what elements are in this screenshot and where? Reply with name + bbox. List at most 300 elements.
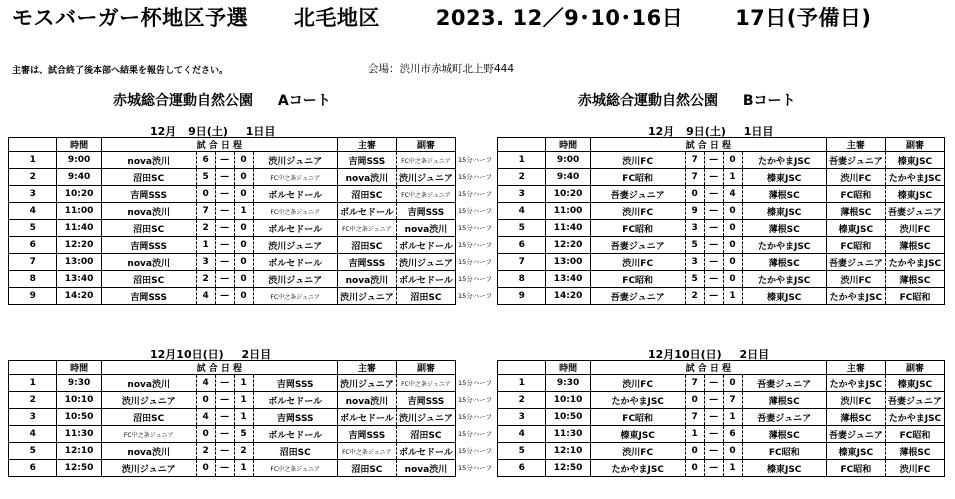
away-score: 1 bbox=[234, 375, 253, 392]
referee: FC昭和 bbox=[826, 237, 885, 254]
away-team: 榛東JSC bbox=[742, 288, 826, 305]
match-time: 9:40 bbox=[57, 169, 101, 186]
home-score: 5 bbox=[685, 237, 704, 254]
match-time: 10:10 bbox=[546, 392, 590, 409]
away-score: 6 bbox=[723, 426, 742, 443]
away-score: 0 bbox=[234, 220, 253, 237]
referee: nova渋川 bbox=[337, 169, 396, 186]
match-number: 6 bbox=[9, 237, 57, 254]
away-team: 榛東JSC bbox=[742, 203, 826, 220]
table-header-row bbox=[498, 138, 945, 152]
score-dash: — bbox=[215, 375, 234, 392]
court-b-label: Bコート bbox=[742, 93, 796, 109]
day-label: 2日目 bbox=[241, 348, 272, 361]
score-dash: — bbox=[704, 426, 723, 443]
table-row bbox=[498, 152, 945, 169]
half-length-label: 15分ハーフ bbox=[458, 379, 492, 387]
home-score: 3 bbox=[685, 254, 704, 271]
referee: 渋川FC bbox=[826, 392, 885, 409]
table-row bbox=[498, 392, 945, 409]
match-time: 12:10 bbox=[57, 443, 101, 460]
match-number: 1 bbox=[9, 152, 57, 169]
home-team: たかやまJSC bbox=[590, 392, 685, 409]
match-number: 5 bbox=[498, 220, 546, 237]
assistant-referee: 渋川FC bbox=[885, 460, 944, 477]
score-dash: — bbox=[215, 220, 234, 237]
header-assistant: 副審 bbox=[396, 361, 455, 375]
table-row bbox=[9, 220, 456, 237]
match-time: 11:40 bbox=[57, 220, 101, 237]
assistant-referee: 吉岡SSS bbox=[396, 203, 455, 220]
match-number: 8 bbox=[9, 271, 57, 288]
header-assistant: 副審 bbox=[396, 138, 455, 152]
header-no bbox=[498, 138, 546, 152]
match-number: 1 bbox=[498, 152, 546, 169]
referee: たかやまJSC bbox=[826, 375, 885, 392]
table-header-row bbox=[498, 361, 945, 375]
score-dash: — bbox=[704, 409, 723, 426]
half-length-label: 15分ハーフ bbox=[458, 224, 492, 232]
away-score: 1 bbox=[234, 203, 253, 220]
match-time: 14:20 bbox=[57, 288, 101, 305]
assistant-referee: 薄根SC bbox=[885, 271, 944, 288]
match-time: 12:50 bbox=[546, 460, 590, 477]
away-score: 2 bbox=[234, 443, 253, 460]
home-team: 吾妻ジュニア bbox=[590, 237, 685, 254]
match-time: 12:50 bbox=[57, 460, 101, 477]
home-team: 吉岡SSS bbox=[101, 288, 196, 305]
assistant-referee: ボルセドール bbox=[396, 271, 455, 288]
assistant-referee: FC中之条ジュニア bbox=[396, 152, 455, 169]
away-score: 0 bbox=[234, 254, 253, 271]
day-date: 9日(土) bbox=[686, 125, 726, 138]
away-team: ボルセドール bbox=[253, 220, 337, 237]
referee: nova渋川 bbox=[337, 271, 396, 288]
match-time: 12:20 bbox=[57, 237, 101, 254]
assistant-referee: FC昭和 bbox=[885, 288, 944, 305]
home-team: 沼田SC bbox=[101, 271, 196, 288]
away-score: 1 bbox=[723, 169, 742, 186]
header-no bbox=[498, 361, 546, 375]
match-time: 11:40 bbox=[546, 220, 590, 237]
match-number: 1 bbox=[9, 375, 57, 392]
match-number: 3 bbox=[498, 409, 546, 426]
assistant-referee: たかやまJSC bbox=[885, 409, 944, 426]
match-number: 7 bbox=[498, 254, 546, 271]
day-month: 12月10日(日) bbox=[150, 348, 224, 361]
match-number: 3 bbox=[9, 186, 57, 203]
home-team: FC昭和 bbox=[590, 409, 685, 426]
match-time: 13:00 bbox=[57, 254, 101, 271]
home-team: たかやまJSC bbox=[590, 460, 685, 477]
away-score: 0 bbox=[234, 186, 253, 203]
home-score: 0 bbox=[685, 460, 704, 477]
away-team: 榛東JSC bbox=[742, 460, 826, 477]
day-label: 1日目 bbox=[245, 125, 276, 138]
score-dash: — bbox=[704, 220, 723, 237]
table-row bbox=[498, 271, 945, 288]
home-score: 3 bbox=[196, 254, 215, 271]
referee: 薄根SC bbox=[826, 203, 885, 220]
home-team: 沼田SC bbox=[101, 220, 196, 237]
schedule-table-day1-a bbox=[8, 137, 456, 305]
half-length-label: 15分ハーフ bbox=[458, 413, 492, 421]
table-row bbox=[9, 203, 456, 220]
match-time: 9:00 bbox=[57, 152, 101, 169]
half-length-label: 15分ハーフ bbox=[458, 447, 492, 455]
referee: 吾妻ジュニア bbox=[826, 254, 885, 271]
away-team: 榛東JSC bbox=[742, 169, 826, 186]
match-number: 4 bbox=[498, 203, 546, 220]
match-time: 11:00 bbox=[57, 203, 101, 220]
score-dash: — bbox=[704, 271, 723, 288]
home-score: 0 bbox=[196, 460, 215, 477]
assistant-referee: 榛東JSC bbox=[885, 375, 944, 392]
away-team: 吾妻ジュニア bbox=[742, 375, 826, 392]
home-score: 5 bbox=[196, 169, 215, 186]
home-team: 吾妻ジュニア bbox=[590, 186, 685, 203]
day-month: 12月 bbox=[150, 125, 177, 138]
score-dash: — bbox=[215, 409, 234, 426]
home-team: 沼田SC bbox=[101, 409, 196, 426]
home-team: 渋川FC bbox=[590, 254, 685, 271]
header-time: 時間 bbox=[57, 138, 101, 152]
match-number: 5 bbox=[9, 443, 57, 460]
score-dash: — bbox=[704, 203, 723, 220]
half-length-label: 15分ハーフ bbox=[458, 258, 492, 266]
match-number: 4 bbox=[498, 426, 546, 443]
home-score: 2 bbox=[196, 271, 215, 288]
score-dash: — bbox=[215, 237, 234, 254]
referee: nova渋川 bbox=[337, 392, 396, 409]
referee: 渋川FC bbox=[826, 169, 885, 186]
away-team: 渋川ジュニア bbox=[253, 237, 337, 254]
assistant-referee: nova渋川 bbox=[396, 220, 455, 237]
home-score: 6 bbox=[196, 152, 215, 169]
schedule-table-day2-a bbox=[8, 360, 456, 477]
match-number: 2 bbox=[498, 169, 546, 186]
half-length-label: 15分ハーフ bbox=[458, 190, 492, 198]
home-score: 0 bbox=[685, 392, 704, 409]
away-score: 1 bbox=[234, 409, 253, 426]
table-row bbox=[498, 443, 945, 460]
court-a-heading bbox=[113, 90, 331, 110]
match-time: 9:30 bbox=[546, 375, 590, 392]
away-score: 0 bbox=[234, 237, 253, 254]
home-score: 9 bbox=[685, 203, 704, 220]
assistant-referee: 沼田SC bbox=[396, 288, 455, 305]
home-score: 4 bbox=[196, 409, 215, 426]
away-team: ボルセドール bbox=[253, 392, 337, 409]
match-time: 10:10 bbox=[57, 392, 101, 409]
table-row bbox=[498, 288, 945, 305]
away-score: 1 bbox=[723, 460, 742, 477]
schedule-table-day1-b bbox=[497, 137, 945, 305]
table-row bbox=[498, 203, 945, 220]
score-dash: — bbox=[704, 169, 723, 186]
table-row bbox=[9, 152, 456, 169]
away-score: 0 bbox=[723, 271, 742, 288]
match-time: 12:20 bbox=[546, 237, 590, 254]
schedule-table-day2-b bbox=[497, 360, 945, 477]
away-score: 4 bbox=[723, 186, 742, 203]
referee: 渋川FC bbox=[826, 271, 885, 288]
home-score: 2 bbox=[196, 443, 215, 460]
match-time: 11:30 bbox=[57, 426, 101, 443]
assistant-referee: ボルセドール bbox=[396, 443, 455, 460]
referee: 吉岡SSS bbox=[337, 254, 396, 271]
score-dash: — bbox=[704, 186, 723, 203]
table-row bbox=[9, 375, 456, 392]
away-team: ボルセドール bbox=[253, 254, 337, 271]
match-number: 4 bbox=[9, 203, 57, 220]
table-row bbox=[9, 288, 456, 305]
home-team: 吉岡SSS bbox=[101, 186, 196, 203]
away-team: 渋川ジュニア bbox=[253, 152, 337, 169]
home-team: 沼田SC bbox=[101, 169, 196, 186]
referee: 沼田SC bbox=[337, 186, 396, 203]
home-score: 7 bbox=[685, 152, 704, 169]
home-team: nova渋川 bbox=[101, 443, 196, 460]
match-time: 11:30 bbox=[546, 426, 590, 443]
match-number: 6 bbox=[498, 460, 546, 477]
title-area: 北毛地区 bbox=[293, 6, 380, 30]
header-time: 時間 bbox=[546, 138, 590, 152]
court-b-heading bbox=[578, 90, 796, 110]
match-number: 8 bbox=[498, 271, 546, 288]
home-team: nova渋川 bbox=[101, 203, 196, 220]
home-score: 2 bbox=[685, 288, 704, 305]
away-team: 薄根SC bbox=[742, 426, 826, 443]
away-score: 0 bbox=[723, 375, 742, 392]
referee: たかやまJSC bbox=[826, 288, 885, 305]
away-team: 沼田SC bbox=[253, 443, 337, 460]
table-header-row bbox=[9, 138, 456, 152]
score-dash: — bbox=[215, 460, 234, 477]
match-number: 9 bbox=[9, 288, 57, 305]
match-number: 2 bbox=[9, 169, 57, 186]
table-row bbox=[9, 409, 456, 426]
half-length-label: 15分ハーフ bbox=[458, 430, 492, 438]
assistant-referee: 渋川ジュニア bbox=[396, 254, 455, 271]
assistant-referee: 渋川ジュニア bbox=[396, 409, 455, 426]
referee: 沼田SC bbox=[337, 460, 396, 477]
match-number: 9 bbox=[498, 288, 546, 305]
score-dash: — bbox=[215, 443, 234, 460]
home-score: 0 bbox=[685, 443, 704, 460]
home-team: 渋川FC bbox=[590, 443, 685, 460]
table-row bbox=[9, 460, 456, 477]
referee: 薄根SC bbox=[826, 409, 885, 426]
home-team: FC昭和 bbox=[590, 271, 685, 288]
away-team: たかやまJSC bbox=[742, 152, 826, 169]
match-number: 2 bbox=[9, 392, 57, 409]
table-row bbox=[498, 409, 945, 426]
table-row bbox=[498, 186, 945, 203]
header-assistant: 副審 bbox=[885, 138, 944, 152]
referee: FC中之条ジュニア bbox=[337, 220, 396, 237]
match-time: 9:40 bbox=[546, 169, 590, 186]
assistant-referee: 渋川ジュニア bbox=[396, 169, 455, 186]
title-dates: 2023. 12／9･10･16日 bbox=[435, 6, 684, 30]
score-dash: — bbox=[215, 271, 234, 288]
home-score: 5 bbox=[685, 271, 704, 288]
away-score: 0 bbox=[234, 271, 253, 288]
match-time: 11:00 bbox=[546, 203, 590, 220]
header-schedule: 試 合 日 程 bbox=[590, 361, 826, 375]
court-a-label: Aコート bbox=[277, 93, 331, 109]
match-number: 4 bbox=[9, 426, 57, 443]
away-team: 吉岡SSS bbox=[253, 409, 337, 426]
away-score: 0 bbox=[723, 203, 742, 220]
away-score: 1 bbox=[234, 460, 253, 477]
referee: 渋川ジュニア bbox=[337, 375, 396, 392]
referee: 渋川ジュニア bbox=[337, 288, 396, 305]
table-row bbox=[498, 375, 945, 392]
away-team: ボルセドール bbox=[253, 426, 337, 443]
match-time: 9:00 bbox=[546, 152, 590, 169]
match-time: 13:00 bbox=[546, 254, 590, 271]
day-month: 12月 bbox=[648, 125, 675, 138]
header-time: 時間 bbox=[57, 361, 101, 375]
title-reserve: 17日(予備日) bbox=[735, 6, 872, 30]
home-score: 4 bbox=[196, 375, 215, 392]
match-number: 1 bbox=[498, 375, 546, 392]
home-score: 4 bbox=[196, 288, 215, 305]
half-length-label: 15分ハーフ bbox=[458, 396, 492, 404]
assistant-referee: たかやまJSC bbox=[885, 254, 944, 271]
home-score: 7 bbox=[685, 375, 704, 392]
referee: FC昭和 bbox=[826, 186, 885, 203]
away-team: 薄根SC bbox=[742, 220, 826, 237]
home-score: 0 bbox=[685, 186, 704, 203]
score-dash: — bbox=[704, 288, 723, 305]
home-team: 渋川FC bbox=[590, 375, 685, 392]
score-dash: — bbox=[215, 254, 234, 271]
score-dash: — bbox=[704, 375, 723, 392]
table-row bbox=[9, 271, 456, 288]
away-team: 吾妻ジュニア bbox=[742, 409, 826, 426]
half-length-label: 15分ハーフ bbox=[458, 173, 492, 181]
header-schedule: 試 合 日 程 bbox=[101, 138, 337, 152]
home-score: 1 bbox=[196, 237, 215, 254]
table-row bbox=[498, 169, 945, 186]
table-row bbox=[9, 426, 456, 443]
home-team: FC昭和 bbox=[590, 220, 685, 237]
half-length-label: 15分ハーフ bbox=[458, 156, 492, 164]
referee: 榛東JSC bbox=[826, 443, 885, 460]
away-team: たかやまJSC bbox=[742, 237, 826, 254]
score-dash: — bbox=[704, 460, 723, 477]
assistant-referee: 榛東JSC bbox=[885, 152, 944, 169]
assistant-referee: FC昭和 bbox=[885, 426, 944, 443]
away-team: 渋川ジュニア bbox=[253, 271, 337, 288]
table-row bbox=[498, 460, 945, 477]
score-dash: — bbox=[704, 237, 723, 254]
header-referee: 主審 bbox=[826, 138, 885, 152]
assistant-referee: FC中之条ジュニア bbox=[396, 186, 455, 203]
half-length-label: 15分ハーフ bbox=[458, 275, 492, 283]
away-team: 薄根SC bbox=[742, 254, 826, 271]
table-row bbox=[9, 237, 456, 254]
table-row bbox=[9, 169, 456, 186]
score-dash: — bbox=[704, 392, 723, 409]
away-team: たかやまJSC bbox=[742, 271, 826, 288]
match-time: 9:30 bbox=[57, 375, 101, 392]
header-no bbox=[9, 361, 57, 375]
away-score: 5 bbox=[234, 426, 253, 443]
table-row bbox=[9, 392, 456, 409]
referee: 吉岡SSS bbox=[337, 426, 396, 443]
home-score: 0 bbox=[196, 426, 215, 443]
score-dash: — bbox=[704, 254, 723, 271]
away-team: FC昭和 bbox=[742, 443, 826, 460]
match-number: 5 bbox=[9, 220, 57, 237]
assistant-referee: 吉岡SSS bbox=[396, 392, 455, 409]
match-time: 14:20 bbox=[546, 288, 590, 305]
match-time: 10:50 bbox=[546, 409, 590, 426]
table-row bbox=[498, 426, 945, 443]
away-score: 0 bbox=[234, 169, 253, 186]
home-team: 吾妻ジュニア bbox=[590, 288, 685, 305]
match-number: 6 bbox=[9, 460, 57, 477]
score-dash: — bbox=[215, 392, 234, 409]
away-score: 1 bbox=[234, 392, 253, 409]
referee-note: 主審は、試合終了後本部へ結果を報告してください。 bbox=[12, 66, 229, 76]
assistant-referee: 渋川FC bbox=[885, 220, 944, 237]
away-team: FC中之条ジュニア bbox=[253, 460, 337, 477]
assistant-referee: 榛東JSC bbox=[885, 186, 944, 203]
match-number: 5 bbox=[498, 443, 546, 460]
table-row bbox=[9, 443, 456, 460]
home-score: 1 bbox=[685, 426, 704, 443]
score-dash: — bbox=[215, 152, 234, 169]
day-label: 1日目 bbox=[743, 125, 774, 138]
score-dash: — bbox=[215, 203, 234, 220]
home-team: 吉岡SSS bbox=[101, 237, 196, 254]
match-number: 3 bbox=[498, 186, 546, 203]
home-team: 渋川FC bbox=[590, 203, 685, 220]
referee: FC昭和 bbox=[826, 460, 885, 477]
away-score: 7 bbox=[723, 392, 742, 409]
home-score: 0 bbox=[196, 392, 215, 409]
assistant-referee: 吾妻ジュニア bbox=[885, 392, 944, 409]
match-number: 3 bbox=[9, 409, 57, 426]
referee: 吾妻ジュニア bbox=[826, 152, 885, 169]
away-team: 薄根SC bbox=[742, 392, 826, 409]
home-team: FC中之条ジュニア bbox=[101, 426, 196, 443]
assistant-referee: 吾妻ジュニア bbox=[885, 203, 944, 220]
header-assistant: 副審 bbox=[885, 361, 944, 375]
away-score: 0 bbox=[234, 288, 253, 305]
away-team: FC中之条ジュニア bbox=[253, 288, 337, 305]
half-length-label: 15分ハーフ bbox=[458, 464, 492, 472]
table-row bbox=[498, 220, 945, 237]
table-header-row bbox=[9, 361, 456, 375]
away-team: 吉岡SSS bbox=[253, 375, 337, 392]
score-dash: — bbox=[215, 186, 234, 203]
assistant-referee: 薄根SC bbox=[885, 443, 944, 460]
match-number: 6 bbox=[498, 237, 546, 254]
match-time: 10:50 bbox=[57, 409, 101, 426]
referee: 沼田SC bbox=[337, 237, 396, 254]
match-time: 13:40 bbox=[57, 271, 101, 288]
match-number: 2 bbox=[498, 392, 546, 409]
home-team: nova渋川 bbox=[101, 254, 196, 271]
half-length-label: 15分ハーフ bbox=[458, 292, 492, 300]
header-schedule: 試 合 日 程 bbox=[590, 138, 826, 152]
referee: 榛東JSC bbox=[826, 220, 885, 237]
